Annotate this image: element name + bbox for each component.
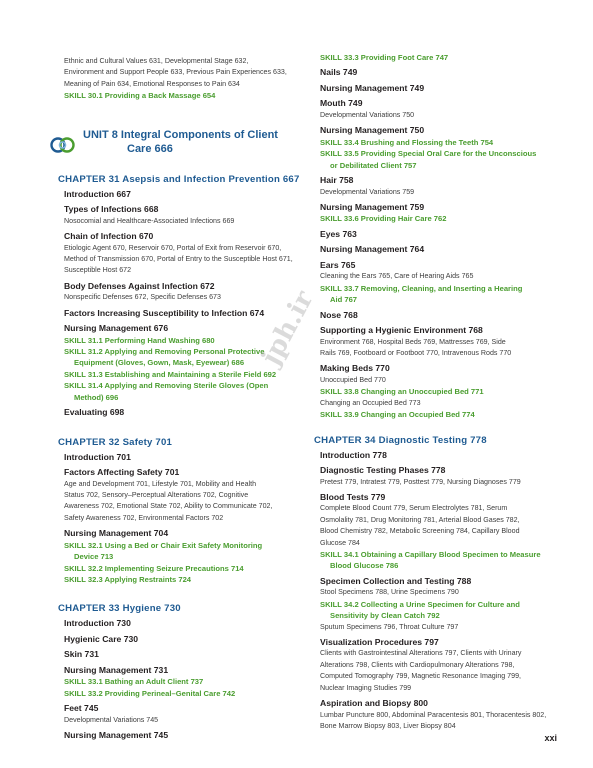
skill-entry[interactable]: SKILL 33.9 Changing an Occupied Bed 774 xyxy=(320,410,475,420)
sub-entry: Computed Tomography 799, Magnetic Resonance Imaging 799, xyxy=(320,672,521,681)
sub-entry: Lumbar Puncture 800, Abdominal Paracentesis 801, Thoracentesis 802, xyxy=(320,710,547,719)
skill-entry[interactable]: SKILL 33.4 Brushing and Flossing the Teeth 754 xyxy=(320,137,494,147)
skill-line: SKILL 31.4 Applying and Removing Sterile Gloves (Open xyxy=(64,381,269,391)
section-entry[interactable]: Evaluating 698 xyxy=(64,407,125,418)
skill-entry[interactable]: SKILL 33.8 Changing an Unoccupied Bed 771 xyxy=(320,387,484,397)
chapter-32-title[interactable]: CHAPTER 32 Safety 701 xyxy=(58,436,173,448)
skill-line: Equipment (Gloves, Gown, Mask, Eyewear) 686 xyxy=(74,358,245,368)
sub-entry: Glucose 784 xyxy=(320,538,360,547)
skill-entry[interactable] xyxy=(314,283,584,306)
sub-entry: Pretest 779, Intratest 779, Posttest 779, Nursing Diagnoses 779 xyxy=(320,477,521,486)
section-entry[interactable]: Nursing Management 704 xyxy=(64,528,169,539)
sub-entry: Method of Transmission 670, Portal of Entry to the Susceptible Host 671, xyxy=(64,254,293,263)
section-entry[interactable]: Introduction 778 xyxy=(320,449,387,460)
section-entry[interactable]: Visualization Procedures 797 xyxy=(320,636,439,647)
section-entry[interactable]: Types of Infections 668 xyxy=(64,204,159,215)
skill-entry[interactable]: SKILL 31.3 Establishing and Maintaining a Sterile Field 692 xyxy=(64,369,277,379)
sub-entry: Changing an Occupied Bed 773 xyxy=(320,398,421,407)
section-entry[interactable]: Feet 745 xyxy=(64,703,99,714)
left-column xyxy=(58,56,328,742)
section-entry[interactable]: Mouth 749 xyxy=(320,98,363,109)
sub-entry: Clients with Gastrointestinal Alterations 797, Clients with Urinary xyxy=(320,649,522,658)
sub-entry: Developmental Variations 750 xyxy=(320,110,415,119)
skill-line: Sensitivity by Clean Catch 792 xyxy=(330,611,440,621)
skill-entry[interactable]: SKILL 33.6 Providing Hair Care 762 xyxy=(320,214,447,224)
sub-entry: Rails 769, Footboard or Footboot 770, Intravenous Rods 770 xyxy=(320,348,512,357)
section-entry[interactable]: Nursing Management 676 xyxy=(64,323,169,334)
section-entry[interactable]: Nose 768 xyxy=(320,309,358,320)
skill-entry[interactable] xyxy=(314,148,584,171)
skill-entry[interactable]: SKILL 33.3 Providing Foot Care 747 xyxy=(320,53,449,62)
skill-entry[interactable]: SKILL 30.1 Providing a Back Massage 654 xyxy=(64,91,216,101)
skill-line: SKILL 34.2 Collecting a Urine Specimen for Culture and xyxy=(320,599,520,609)
sub-entry: Stool Specimens 788, Urine Specimens 790 xyxy=(320,588,459,597)
sub-entry: Unoccupied Bed 770 xyxy=(320,375,386,384)
section-entry[interactable]: Aspiration and Biopsy 800 xyxy=(320,698,428,709)
skill-line: SKILL 33.5 Providing Special Oral Care for the Unconscious xyxy=(320,149,537,159)
section-entry[interactable]: Factors Affecting Safety 701 xyxy=(64,467,180,478)
section-entry[interactable]: Ears 765 xyxy=(320,259,356,270)
section-entry[interactable]: Supporting a Hygienic Environment 768 xyxy=(320,325,483,336)
sub-entry: Nosocomial and Healthcare-Associated Infections 669 xyxy=(64,216,235,225)
sub-entry: Status 702, Sensory–Perceptual Alterations 702, Cognitive xyxy=(64,491,249,499)
skill-entry[interactable]: SKILL 32.3 Applying Restraints 724 xyxy=(64,574,192,584)
section-entry[interactable]: Chain of Infection 670 xyxy=(64,231,154,242)
section-entry[interactable]: Nursing Management 759 xyxy=(320,201,425,212)
section-entry[interactable]: Factors Increasing Susceptibility to Infection 674 xyxy=(64,307,265,318)
skill-line: SKILL 33.7 Removing, Cleaning, and Inserting a Hearing xyxy=(320,283,523,293)
chapter-34-title[interactable]: CHAPTER 34 Diagnostic Testing 778 xyxy=(314,434,487,446)
skill-entry[interactable]: SKILL 31.1 Performing Hand Washing 680 xyxy=(64,335,215,345)
skill-line: Aid 767 xyxy=(330,295,358,305)
skill-line: Method) 696 xyxy=(74,392,119,402)
section-entry[interactable]: Diagnostic Testing Phases 778 xyxy=(320,465,446,475)
section-entry[interactable]: Nursing Management 750 xyxy=(320,125,425,136)
skill-entry[interactable] xyxy=(314,549,584,572)
section-entry[interactable]: Hair 758 xyxy=(320,175,354,186)
section-entry[interactable]: Nursing Management 731 xyxy=(64,664,169,675)
section-entry[interactable]: Nursing Management 745 xyxy=(64,730,169,741)
section-entry[interactable]: Introduction 701 xyxy=(64,451,131,462)
section-entry[interactable]: Hygienic Care 730 xyxy=(64,633,139,644)
unit-title[interactable] xyxy=(83,128,278,156)
sub-entry: Nuclear Imaging Studies 799 xyxy=(320,683,412,692)
section-entry[interactable]: Eyes 763 xyxy=(320,228,357,239)
sub-entry: Cleaning the Ears 765, Care of Hearing Aids 765 xyxy=(320,272,474,281)
section-entry[interactable]: Body Defenses Against Infection 672 xyxy=(64,280,215,291)
skill-line: Device 713 xyxy=(74,552,114,562)
unit-rings-icon xyxy=(50,134,76,156)
skill-entry[interactable]: SKILL 33.2 Providing Perineal–Genital Care 742 xyxy=(64,688,236,698)
unit-title-line: Care 666 xyxy=(127,142,173,155)
sub-entry: Susceptible Host 672 xyxy=(64,266,132,275)
chapter-33-title[interactable]: CHAPTER 33 Hygiene 730 xyxy=(58,603,181,615)
skill-line: SKILL 31.2 Applying and Removing Personal Protective xyxy=(64,347,265,357)
section-entry[interactable]: Nursing Management 749 xyxy=(320,82,425,93)
skill-entry[interactable] xyxy=(58,540,328,563)
sub-entry: Developmental Variations 745 xyxy=(64,715,159,724)
sub-entry: Blood Chemistry 782, Metabolic Screening 784, Capillary Blood xyxy=(320,527,520,536)
section-entry[interactable]: Blood Tests 779 xyxy=(320,491,386,502)
sub-entry: Awareness 702, Emotional State 702, Ability to Communicate 702, xyxy=(64,502,273,511)
sub-entry: Sputum Specimens 796, Throat Culture 797 xyxy=(320,622,459,631)
sub-entry: Developmental Variations 759 xyxy=(320,187,415,196)
sub-entry: Alterations 798, Clients with Cardiopulmonary Alterations 798, xyxy=(320,660,515,669)
chapter-31-title[interactable]: CHAPTER 31 Asepsis and Infection Prevention 667 xyxy=(58,173,300,185)
skill-line: Blood Glucose 786 xyxy=(330,561,399,571)
sub-entry: Nonspecific Defenses 672, Specific Defenses 673 xyxy=(64,293,221,302)
watermark: jph.ir xyxy=(256,286,320,371)
sub-entry: Environment and Support People 633, Previous Pain Experiences 633, xyxy=(64,68,287,77)
sub-entry: Meaning of Pain 634, Emotional Responses to Pain 634 xyxy=(64,79,240,88)
skill-entry[interactable] xyxy=(58,380,328,403)
sub-entry: Osmolality 781, Drug Monitoring 781, Arterial Blood Gases 782, xyxy=(320,515,520,524)
unit-heading xyxy=(58,128,328,162)
sub-entry: Safety Awareness 702, Environmental Factors 702 xyxy=(64,513,224,522)
skill-line: SKILL 32.1 Using a Bed or Chair Exit Safety Monitoring xyxy=(64,540,263,550)
unit-title-line: UNIT 8 Integral Components of Client xyxy=(83,128,278,141)
skill-entry[interactable] xyxy=(314,599,584,622)
section-entry[interactable]: Introduction 667 xyxy=(64,188,131,199)
section-entry[interactable]: Nursing Management 764 xyxy=(320,244,425,255)
section-entry[interactable]: Skin 731 xyxy=(64,649,99,660)
page-number: xxi xyxy=(544,733,557,743)
section-entry[interactable]: Introduction 730 xyxy=(64,618,131,629)
section-entry[interactable]: Making Beds 770 xyxy=(320,363,390,374)
section-entry[interactable]: Nails 749 xyxy=(320,67,358,78)
sub-entry: Environment 768, Hospital Beds 769, Mattresses 769, Side xyxy=(320,337,506,346)
sub-entry: Bone Marrow Biopsy 803, Liver Biopsy 804 xyxy=(320,722,456,730)
skill-line: SKILL 34.1 Obtaining a Capillary Blood Specimen to Measure xyxy=(320,550,541,560)
sub-entry: Ethnic and Cultural Values 631, Developmental Stage 632, xyxy=(64,57,249,65)
skill-entry[interactable]: SKILL 32.2 Implementing Seizure Precautions 714 xyxy=(64,563,244,573)
skill-entry[interactable]: SKILL 33.1 Bathing an Adult Client 737 xyxy=(64,677,204,687)
section-entry[interactable]: Specimen Collection and Testing 788 xyxy=(320,575,472,586)
sub-entry: Complete Blood Count 779, Serum Electrolytes 781, Serum xyxy=(320,504,508,513)
skill-line: or Debilitated Client 757 xyxy=(330,160,417,170)
sub-entry: Etiologic Agent 670, Reservoir 670, Portal of Exit from Reservoir 670, xyxy=(64,243,282,252)
right-column xyxy=(314,53,584,732)
sub-entry: Age and Development 701, Lifestyle 701, Mobility and Health xyxy=(64,479,257,488)
